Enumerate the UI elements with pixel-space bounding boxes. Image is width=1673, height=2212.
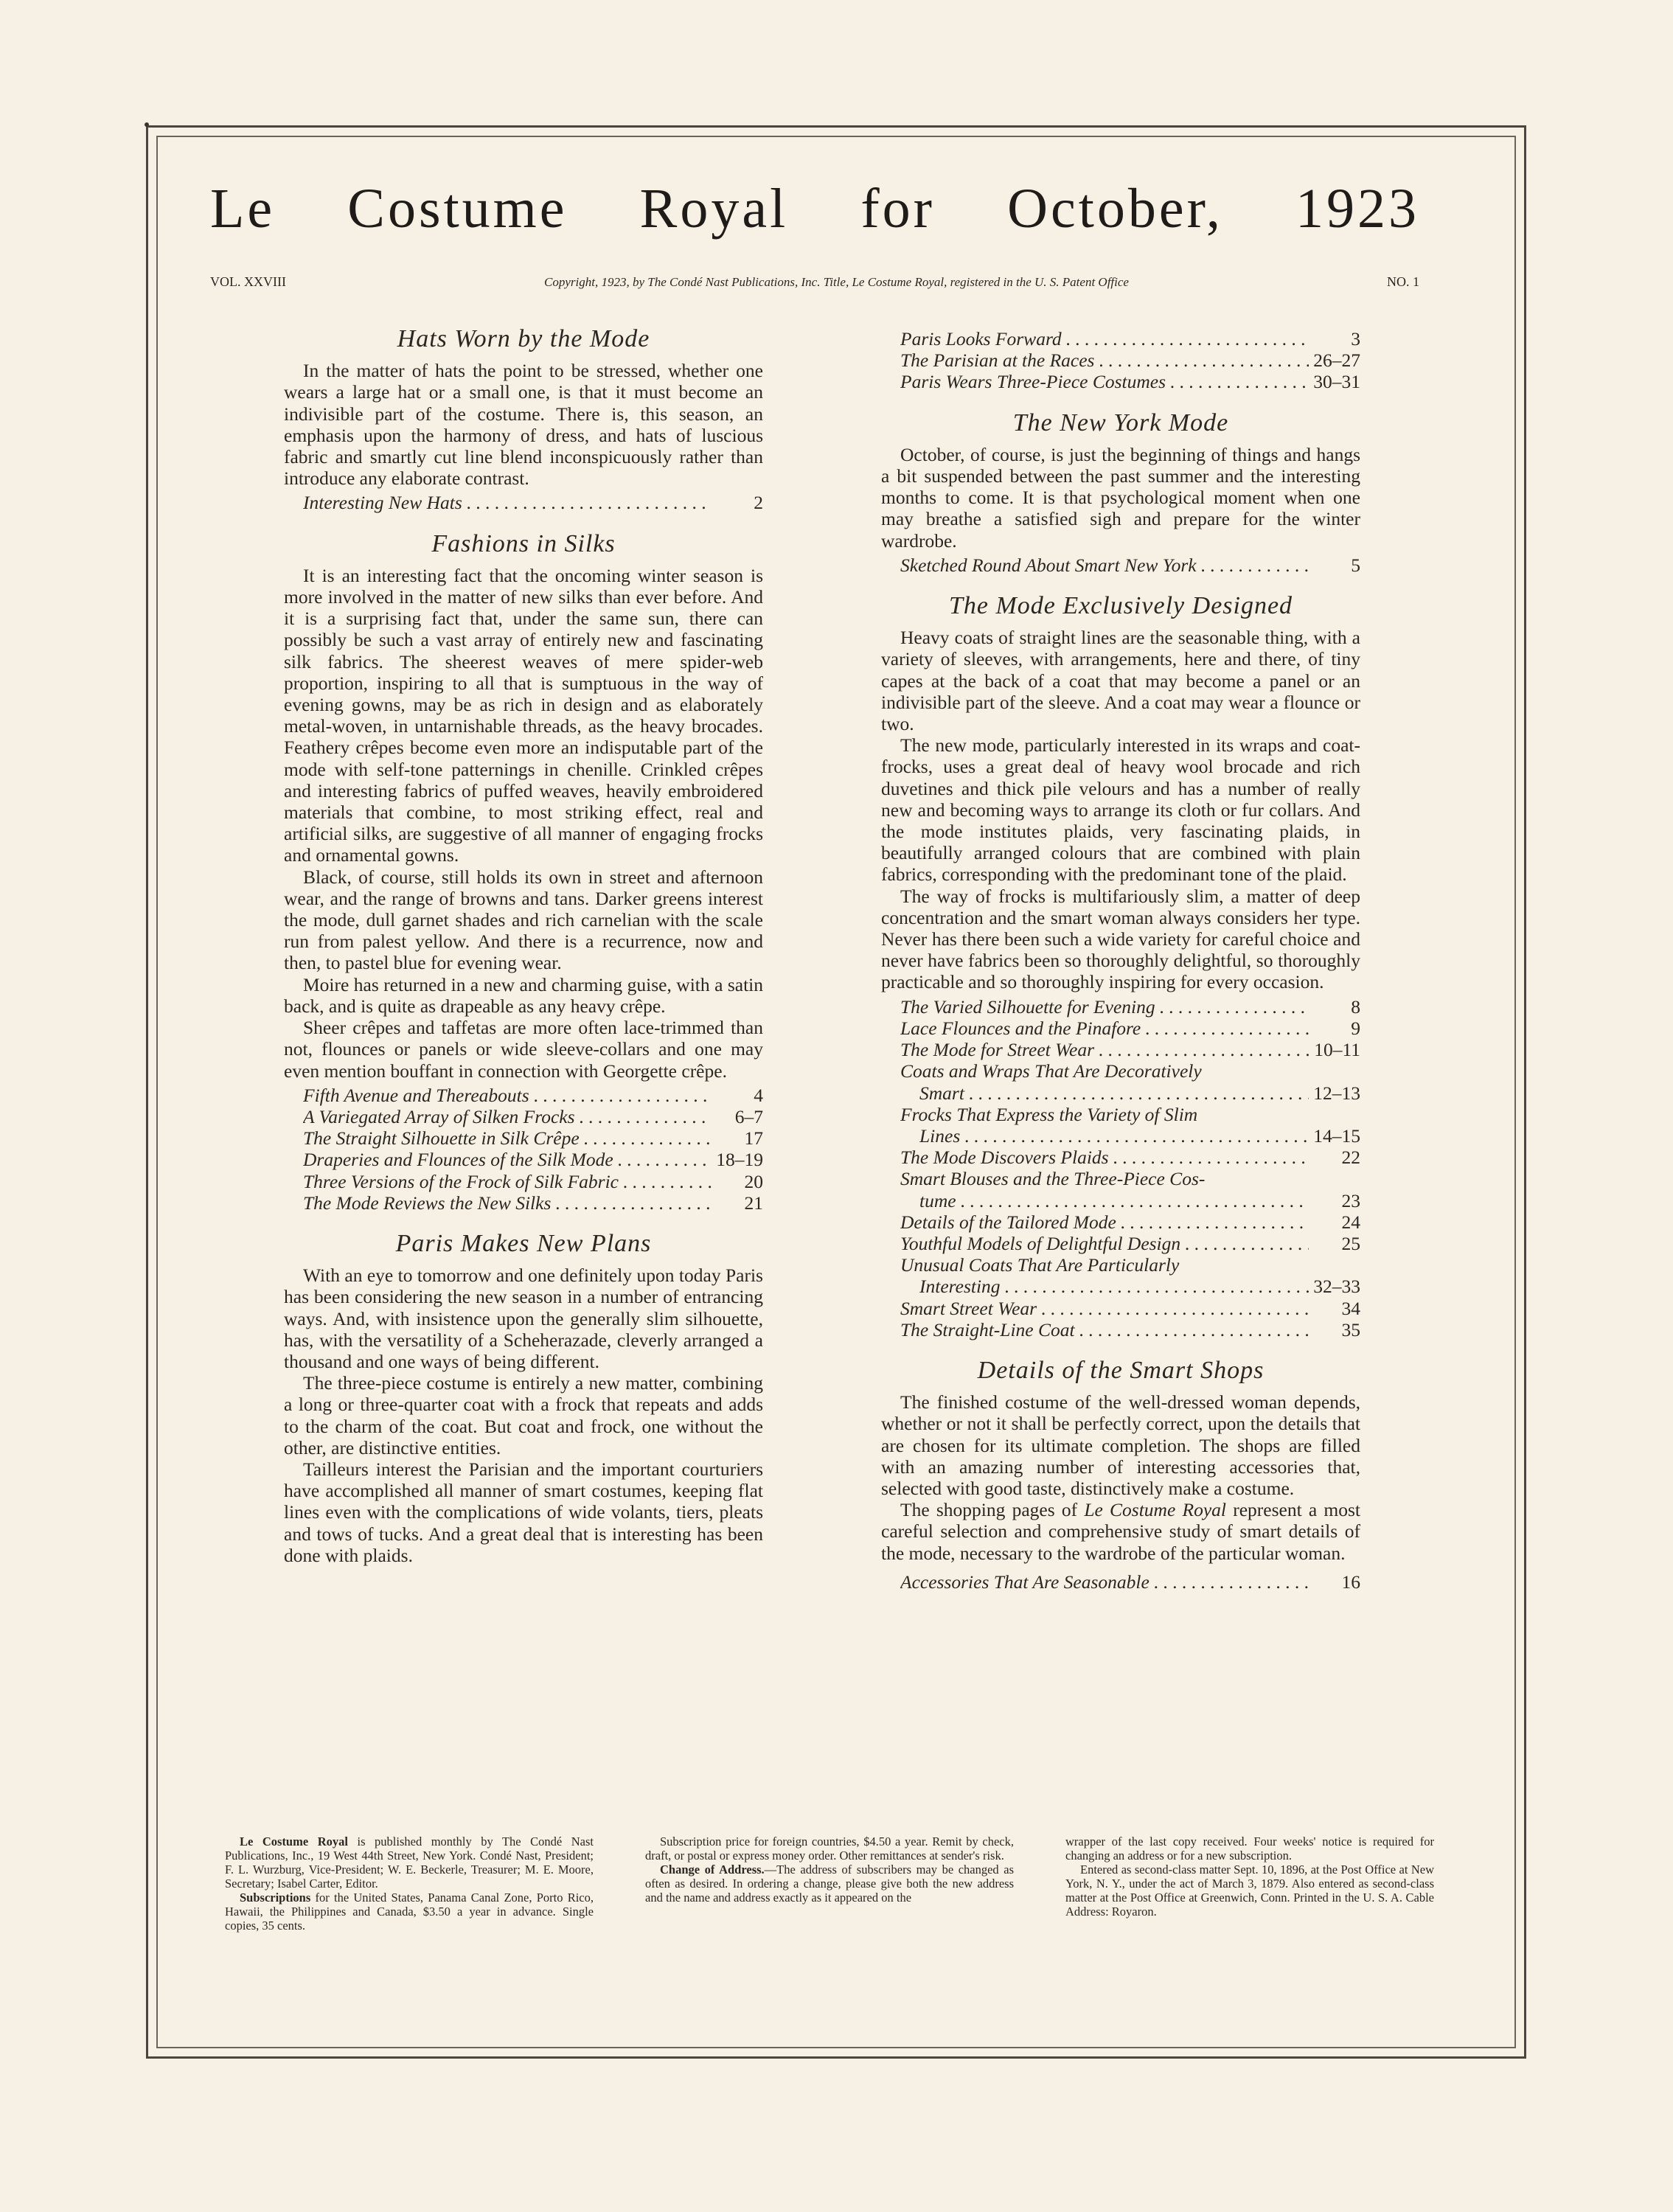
entry-title: Three Versions of the Frock of Silk Fabric . . . xyxy=(303,1171,712,1192)
contents-entry-continued[interactable] xyxy=(881,1190,1360,1211)
contents-entry[interactable] xyxy=(881,1168,1360,1189)
entry-title: Accessories That Are Seasonable . . . xyxy=(900,1571,1309,1593)
contents-entry[interactable] xyxy=(284,1149,763,1170)
contents-list xyxy=(284,492,763,513)
contents-entry[interactable] xyxy=(881,1147,1360,1168)
contents-entry[interactable] xyxy=(881,349,1360,371)
entry-title: The Varied Silhouette for Evening . . . xyxy=(900,996,1309,1018)
section-heading: Paris Makes New Plans xyxy=(395,1229,652,1257)
entry-title: Lines . . . xyxy=(919,1125,1309,1147)
contents-entry[interactable] xyxy=(881,554,1360,576)
entry-page: 9 xyxy=(1351,1017,1360,1039)
bold-run: Subscriptions xyxy=(240,1891,311,1905)
entry-title: Smart Street Wear . . . xyxy=(900,1298,1309,1319)
paragraph: Black, of course, still holds its own in street and afternoon wear, and the range of browns and tans. Darker greens interest the mode, dull garnet shades and rich carnelian with the scale run from palest yellow. And there is a recurrence, now and then, to pastel blue for evening wear. xyxy=(284,866,763,974)
publication-name: Le Costume Royal xyxy=(1084,1499,1226,1521)
entry-title: Unusual Coats That Are Particularly xyxy=(900,1254,1180,1276)
text-run: represent a most careful selection and comprehensive study of smart details of the mode, necessary to the wardrobe of the particular woman. xyxy=(881,1499,1361,1564)
entry-page: 18–19 xyxy=(716,1149,763,1171)
ink-speck xyxy=(145,122,149,127)
paragraph: Heavy coats of straight lines are the seasonable thing, with a variety of sleeves, with arrangements, here and there, of tiny capes at the back of a coat that may become a panel or an indivisible part of the sleeve. And a coat may wear a flounce or two. xyxy=(881,627,1360,735)
masthead-word: Royal xyxy=(639,178,789,240)
contents-entry-continued[interactable] xyxy=(881,1082,1360,1104)
contents-entry[interactable] xyxy=(881,371,1360,392)
entry-page: 5 xyxy=(1351,554,1360,576)
entry-title: A Variegated Array of Silken Frocks . . . xyxy=(303,1106,712,1127)
contents-entry[interactable] xyxy=(881,1018,1360,1039)
entry-title: Coats and Wraps That Are Decoratively xyxy=(900,1060,1202,1082)
entry-title: tume . . . xyxy=(919,1190,1309,1211)
contents-entry[interactable] xyxy=(881,1211,1360,1233)
contents-entry[interactable] xyxy=(881,1233,1360,1254)
entry-title: Details of the Tailored Mode . . . xyxy=(900,1211,1309,1233)
contents-entry[interactable] xyxy=(284,1171,763,1192)
contents-list xyxy=(881,328,1360,393)
section-heading: Hats Worn by the Mode xyxy=(397,325,650,352)
entry-page: 23 xyxy=(1341,1189,1360,1211)
entry-title: The Parisian at the Races . . . xyxy=(900,349,1309,371)
right-column xyxy=(881,328,1360,1593)
section-heading: The Mode Exclusively Designed xyxy=(948,592,1293,620)
masthead-word: Costume xyxy=(347,178,568,240)
contents-entry[interactable] xyxy=(881,1104,1360,1125)
entry-page: 17 xyxy=(744,1127,763,1150)
masthead-word: for xyxy=(860,178,935,240)
entry-page: 30–31 xyxy=(1313,371,1360,393)
contents-entry[interactable] xyxy=(881,1254,1360,1276)
entry-title: Paris Wears Three-Piece Costumes . . . xyxy=(900,371,1309,392)
paragraph xyxy=(881,1499,1360,1564)
text-run: for the United States, Panama Canal Zone, Porto Rico, Hawaii, the Philippines and Canada, $3.50 a year in advance. Single copies, 35 cents. xyxy=(225,1891,594,1933)
paragraph: Moire has returned in a new and charming guise, with a satin back, and is quite as drapeable as any heavy crêpe. xyxy=(284,973,763,1017)
entry-page: 4 xyxy=(754,1084,763,1106)
contents-entry[interactable] xyxy=(881,996,1360,1018)
notice-column xyxy=(645,1834,1014,1933)
text-run: —The address of subscribers may be changed as often as desired. In ordering a change, please give both the new address and the name and address exactly as it appeared on the xyxy=(645,1863,1015,1905)
entry-page: 21 xyxy=(744,1192,763,1214)
entry-page: 2 xyxy=(754,492,763,514)
contents-entry-continued[interactable] xyxy=(881,1276,1360,1297)
entry-title: Sketched Round About Smart New York . . . xyxy=(900,554,1309,576)
paragraph: The way of frocks is multifariously slim, a matter of deep concentration and the smart woman always considers her type. Never has there been such a wide variety for careful choice and never have fabrics been so thoroughly delightful, so thoroughly practicable and so thoroughly inspiring for every occasion. xyxy=(881,885,1360,993)
entry-title: The Straight-Line Coat . . . xyxy=(900,1319,1309,1340)
contents-entry-continued[interactable] xyxy=(881,1125,1360,1147)
notice-paragraph xyxy=(645,1863,1014,1905)
contents-entry[interactable] xyxy=(881,1319,1360,1340)
entry-page: 6–7 xyxy=(734,1105,763,1127)
entry-title: Fifth Avenue and Thereabouts . . . xyxy=(303,1085,712,1106)
entry-title: Lace Flounces and the Pinafore . . . xyxy=(900,1018,1309,1039)
entry-page: 20 xyxy=(744,1170,763,1192)
bold-run: Change of Address. xyxy=(660,1863,765,1877)
notice-paragraph: Entered as second-class matter Sept. 10, 1896, at the Post Office at New York, N. Y., under the act of March 3, 1879. Also entered as second-class matter at the Post Office at Greenwich, Conn. Printed in the U. S. A. Cable Address: Royaron. xyxy=(1065,1863,1434,1919)
entry-title: The Straight Silhouette in Silk Crêpe . . . xyxy=(303,1127,712,1149)
entry-page: 16 xyxy=(1341,1571,1360,1593)
section-heading: The New York Mode xyxy=(1012,408,1229,437)
volume-label: VOL. XXVIII xyxy=(210,274,286,289)
notice-paragraph xyxy=(225,1834,594,1891)
contents-entry[interactable] xyxy=(881,328,1360,349)
masthead-word: October, xyxy=(1007,178,1223,240)
entry-title: The Mode Discovers Plaids . . . xyxy=(900,1147,1309,1168)
paragraph: In the matter of hats the point to be stressed, whether one wears a large hat or a small one, is that it must become an indivisible part of the costume. There is, this season, an emphasis upon the harmony of dress, and hats of luscious fabric and smartly cut line blend inconspicuously rather than introduce any elaborate contrast. xyxy=(284,360,763,490)
entry-page: 25 xyxy=(1341,1232,1360,1254)
notice-column xyxy=(225,1834,594,1933)
entry-page: 3 xyxy=(1351,328,1360,349)
entry-title: Smart Blouses and the Three-Piece Cos- xyxy=(900,1168,1206,1190)
paragraph: With an eye to tomorrow and one definitely upon today Paris has been considering the new season in a number of entrancing ways. And, with insistence upon the generally slim silhouette, has, with the versatility of a Scheherazade, cleverly arranged a thousand and one ways of being different. xyxy=(284,1265,763,1372)
text-run: is published monthly by The Condé Nast Publications, Inc., 19 West 44th Street, New York. Condé Nast, President; F. L. Wurzburg, Vice-President; W. E. Beckerle, Treasurer; M. E. Moore, Secretary; Isabel Carter, Editor. xyxy=(225,1834,594,1891)
masthead-word: 1923 xyxy=(1295,178,1419,240)
contents-entry[interactable] xyxy=(284,1192,763,1214)
entry-title: Smart . . . xyxy=(919,1082,1309,1104)
notice-paragraph: Subscription price for foreign countries, $4.50 a year. Remit by check, draft, or postal or express money order. Other remittances at sender's risk. xyxy=(645,1834,1014,1863)
contents-list xyxy=(881,996,1360,1340)
entry-title: The Mode for Street Wear . . . xyxy=(900,1039,1309,1060)
section-heading: Fashions in Silks xyxy=(431,529,616,557)
issue-line xyxy=(210,274,1419,290)
contents-entry[interactable] xyxy=(284,1106,763,1127)
paragraph: The new mode, particularly interested in its wraps and coat-frocks, uses a great deal of heavy wool brocade and rich duvetines and thick pile velours and has a number of really new and becoming ways to arrange its cloth or fur collars. And the mode institutes plaids, very fascinating plaids, in beautifully arranged colours that are combined with plain fabrics, corresponding with the predominant tone of the plaid. xyxy=(881,734,1360,886)
entry-title: Interesting . . . xyxy=(919,1276,1309,1297)
contents-list xyxy=(881,554,1360,576)
text-run: The shopping pages of xyxy=(900,1499,1085,1521)
contents-entry[interactable] xyxy=(881,1571,1360,1593)
paragraph: Tailleurs interest the Parisian and the important courturiers have accomplished all manner of smart costumes, keeping flat lines even with the complications of wide volants, tiers, pleats and tows of tucks. And a great deal that is interesting has been done with plaids. xyxy=(284,1458,763,1566)
entry-title: Youthful Models of Delightful Design . . . xyxy=(900,1233,1309,1254)
contents-entry[interactable] xyxy=(284,1127,763,1149)
issue-number: NO. 1 xyxy=(1386,274,1419,289)
paragraph: The finished costume of the well-dressed woman depends, whether or not it shall be perfectly correct, upon the details that are chosen for its ultimate completion. The shops are filled with an amazing number of interesting accessories that, selected with good taste, distinctively make a costume. xyxy=(881,1391,1360,1499)
bold-run: Le Costume Royal xyxy=(240,1834,348,1848)
paragraph: It is an interesting fact that the oncoming winter season is more involved in the matter of new silks than ever before. And it is a surprising fact that, under the same sun, there can possibly be such a vast array of entirely new and fascinating silk fabrics. The sheerest weaves of mere spider-web proportion, inspiring to all that is sumptuous in the way of evening gowns, may be as rich in design and as elaborately metal-woven, in untarnishable threads, as the heavy brocades. Feathery crêpes become even more an indisputable part of the mode with self-tone patternings in chenille. Crinkled crêpes and interesting fabrics of puffed weaves, heavily embroidered materials that combine, to most striking effect, real and artificial silks, are suggestive of all manner of engaging frocks and ornamental gowns. xyxy=(284,564,763,866)
entry-page: 22 xyxy=(1341,1147,1360,1169)
masthead-word: Le xyxy=(210,178,276,240)
left-column xyxy=(284,325,763,1566)
entry-title: Interesting New Hats . . . xyxy=(303,492,712,513)
paragraph: Sheer crêpes and taffetas are more often lace-trimmed than not, flounces or panels or wide sleeve-collars and one may even mention bouffant in connection with Georgette crêpe. xyxy=(284,1017,763,1082)
contents-entry[interactable] xyxy=(881,1060,1360,1082)
entry-page: 34 xyxy=(1341,1297,1360,1319)
copyright-notice: Copyright, 1923, by The Condé Nast Publications, Inc. Title, Le Costume Royal, registered in the U. S. Patent Office xyxy=(544,275,1129,289)
entry-page: 26–27 xyxy=(1313,349,1360,372)
entry-page: 35 xyxy=(1341,1318,1360,1340)
notice-paragraph xyxy=(225,1891,594,1933)
entry-page: 10–11 xyxy=(1314,1039,1360,1061)
entry-title: Frocks That Express the Variety of Slim xyxy=(900,1103,1198,1125)
entry-page: 14–15 xyxy=(1313,1124,1360,1147)
section-heading: Details of the Smart Shops xyxy=(977,1356,1265,1384)
contents-entry[interactable] xyxy=(881,1039,1360,1060)
entry-page: 12–13 xyxy=(1313,1082,1360,1104)
entry-title: The Mode Reviews the New Silks . . . xyxy=(303,1192,712,1214)
contents-entry[interactable] xyxy=(284,492,763,513)
contents-list xyxy=(284,1085,763,1214)
contents-list xyxy=(881,1571,1360,1593)
paragraph: The three-piece costume is entirely a new matter, combining a long or three-quarter coat with a frock that repeats and adds to the charm of the coat. But coat and frock, one without the other, are distinctive entities. xyxy=(284,1372,763,1458)
entry-page: 32–33 xyxy=(1313,1276,1360,1298)
publication-notice xyxy=(225,1834,1434,1933)
contents-entry[interactable] xyxy=(284,1085,763,1106)
masthead xyxy=(210,177,1419,241)
entry-page: 8 xyxy=(1351,995,1360,1018)
notice-paragraph: wrapper of the last copy received. Four weeks' notice is required for changing an address or for a new subscription. xyxy=(1065,1834,1434,1863)
paragraph: October, of course, is just the beginning of things and hangs a bit suspended between the past summer and the interesting months to come. It is that psychological moment when one may breathe a satisfied sigh and prepare for the winter wardrobe. xyxy=(881,443,1360,552)
entry-title: Paris Looks Forward . . . xyxy=(900,328,1309,349)
entry-title: Draperies and Flounces of the Silk Mode . . . xyxy=(303,1149,712,1170)
contents-entry[interactable] xyxy=(881,1298,1360,1319)
notice-column xyxy=(1065,1834,1434,1933)
entry-page: 24 xyxy=(1341,1211,1360,1233)
